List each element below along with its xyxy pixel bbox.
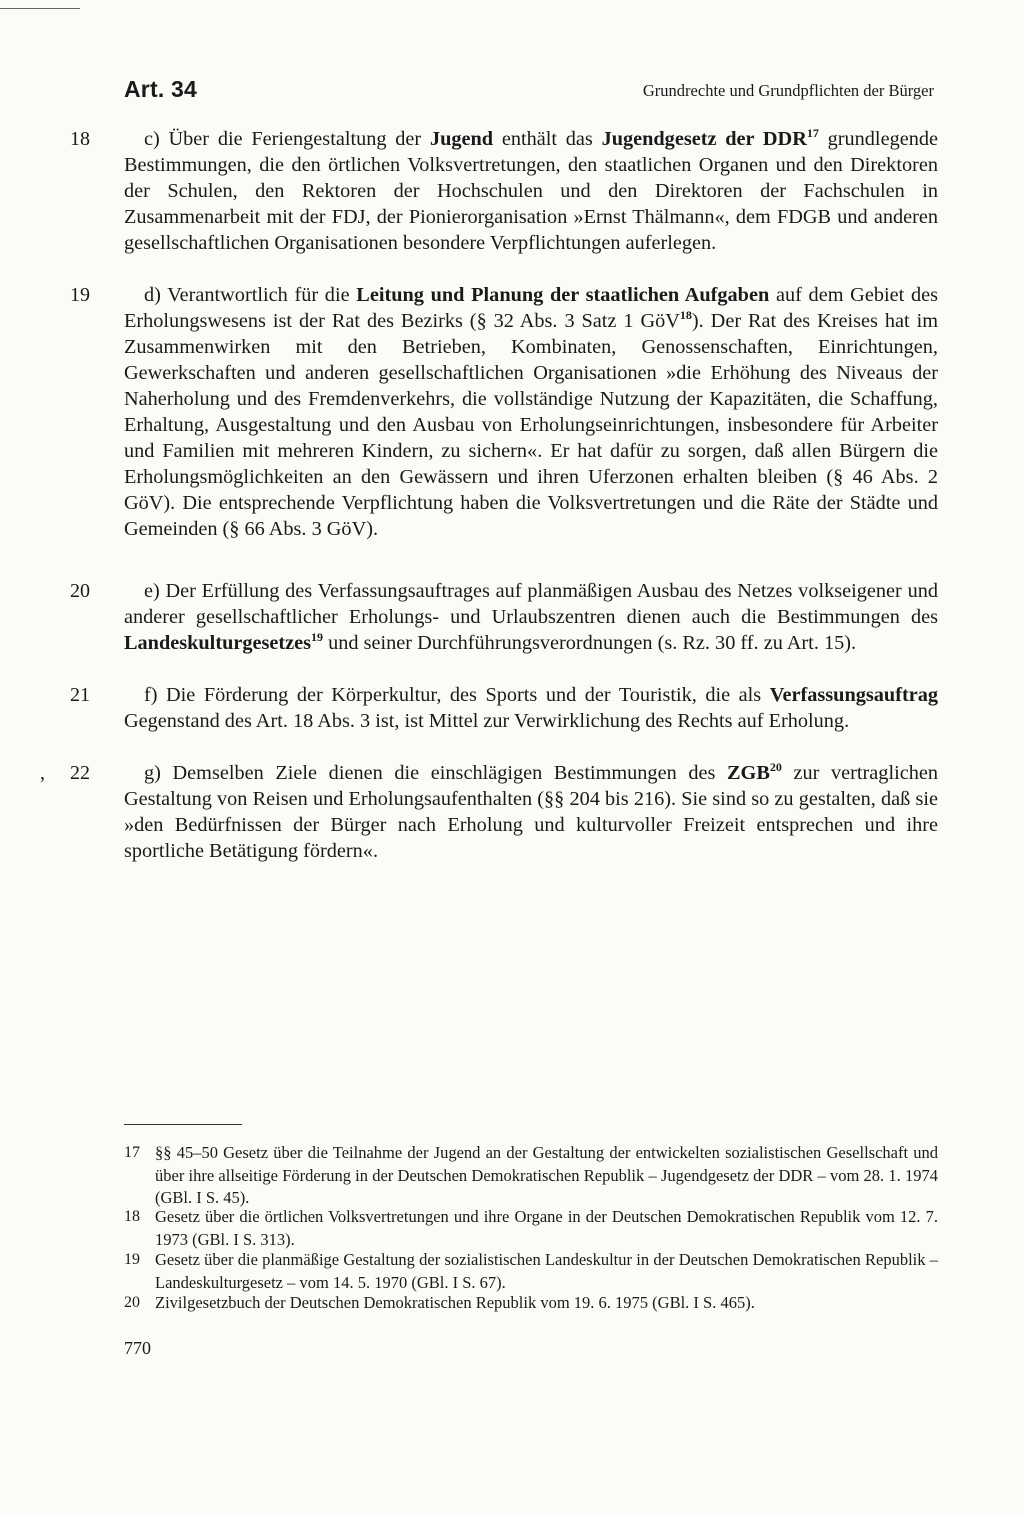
margin-number: 20 (70, 580, 90, 602)
paragraph-text (124, 282, 938, 542)
text-run: ). Der Rat des Kreises hat im Zusammenwirken mit den Betrieben, Kombinaten, Genossenschaften, Einrichtungen, Gewerkschaften und anderen gesellschaftlichen Organisationen »die Erhöhung des Niveaus der Naherholung und des Fremdenverkehrs, die vollständige Nutzung der Kapazitäten, die Schaffung, Erhaltung, Ausgestaltung und den Ausbau von Erholungseinrichtungen, insbesondere für Arbeiter und Familien mit mehreren Kindern, zu sichern«. Er hat dafür zu sorgen, daß allen Bürgern die Erholungsmöglichkeiten an den Gewässern und ihren Uferzonen erhalten bleiben (§ 46 Abs. 2 GöV). Die entsprechende Verpflichtung haben die Volksvertretungen und die Räte der Städte und Gemeinden (§ 66 Abs. 3 GöV). (124, 310, 938, 540)
footnote-reference: 19 (311, 630, 324, 645)
paragraph-text (124, 682, 938, 734)
text-run: e) Der Erfüllung des Verfassungsauftrages auf planmäßigen Ausbau des Netzes volkseigener und anderer gesellschaftlicher Erholungs- und Urlaubszentren dienen auch die Bestimmungen des (124, 580, 938, 628)
text-run: und seiner Durchführungsverordnungen (s. Rz. 30 ff. zu Art. 15). (323, 632, 857, 654)
text-run: grundlegende Bestimmungen, die den örtlichen Volksvertretungen, den staatlichen Organen und den Direktoren der Schulen, den Rektoren der Hochschulen und den Direktoren der Fachschulen in Zusammenarbeit mit der FDJ, der Pionierorganisation »Ernst Thälmann«, dem FDGB und anderen gesellschaftlichen Organisationen besondere Verpflichtungen auferlegen. (124, 128, 938, 254)
margin-number: 18 (70, 128, 90, 150)
footnote-number: 17 (124, 1144, 140, 1161)
footnote-text: Gesetz über die planmäßige Gestaltung der sozialistischen Landeskultur in der Deutschen Demokratischen Republik – Landeskulturgesetz – vom 14. 5. 1970 (GBl. I S. 67). (155, 1250, 938, 1292)
footnote-separator (124, 1124, 242, 1125)
bold-term: Landeskulturgesetzes (124, 632, 312, 654)
margin-number: 22 (70, 762, 90, 784)
text-run: d) Verantwortlich für die (144, 284, 357, 306)
paragraph-text (124, 760, 938, 864)
footnote-text: Zivilgesetzbuch der Deutschen Demokratischen Republik vom 19. 6. 1975 (GBl. I S. 465). (155, 1293, 755, 1312)
footnote-reference: 20 (769, 760, 782, 775)
footnote-reference: 18 (679, 308, 692, 323)
text-run: c) Über die Feriengestaltung der (144, 128, 430, 150)
footnote-number: 20 (124, 1294, 140, 1311)
footnote-number: 19 (124, 1251, 140, 1268)
bold-term: Jugend (429, 128, 494, 150)
bold-term: ZGB (727, 762, 770, 784)
running-head: Grundrechte und Grundpflichten der Bürger (642, 81, 934, 100)
bold-term: Jugendgesetz der DDR (601, 128, 807, 150)
footnote-text: §§ 45–50 Gesetz über die Teilnahme der Jugend an der Gestaltung der entwickelten sozialistischen Gesellschaft und über ihre allseitige Förderung in der Deutschen Demokratischen Republik – Jugendgesetz der DDR – vom 28. 1. 1974 (GBl. I S. 45). (155, 1143, 938, 1207)
text-run: g) Demselben Ziele dienen die einschlägigen Bestimmungen des (144, 762, 728, 784)
bold-term: Verfassungsauftrag (769, 684, 938, 706)
text-run: enthält das (493, 128, 602, 150)
paragraph-text (124, 126, 938, 256)
top-edge-rule (0, 8, 80, 9)
footnote-text: Gesetz über die örtlichen Volksvertretungen und ihre Organe in der Deutschen Demokratischen Republik vom 12. 7. 1973 (GBl. I S. 313). (155, 1207, 938, 1249)
margin-mark: , (40, 762, 45, 784)
margin-number: 19 (70, 284, 90, 306)
text-run: auf dem Gebiet des Erholungswesens ist der Rat des Bezirks (§ 32 Abs. 3 Satz 1 GöV (124, 284, 938, 332)
page-number: 770 (124, 1338, 151, 1358)
text-run: Gegenstand des Art. 18 Abs. 3 ist, ist Mittel zur Verwirklichung des Rechts auf Erholung. (124, 710, 850, 732)
footnote-number: 18 (124, 1208, 140, 1225)
text-run: zur vertraglichen Gestaltung von Reisen und Erholungsaufenthalten (§§ 204 bis 216). Sie sind so zu gestalten, daß sie »den Bedürfnissen der Bürger nach Erholung und kulturvoller Freizeit entsprechen und ihre sportliche Betätigung fördern«. (124, 762, 938, 862)
text-run: f) Die Förderung der Körperkultur, des Sports und der Touristik, die als (144, 684, 770, 706)
footnote-reference: 17 (806, 126, 819, 141)
paragraph-text (124, 578, 938, 656)
margin-number: 21 (70, 684, 90, 706)
bold-term: Leitung und Planung der staatlichen Aufgaben (356, 284, 770, 306)
article-label: Art. 34 (124, 76, 197, 102)
